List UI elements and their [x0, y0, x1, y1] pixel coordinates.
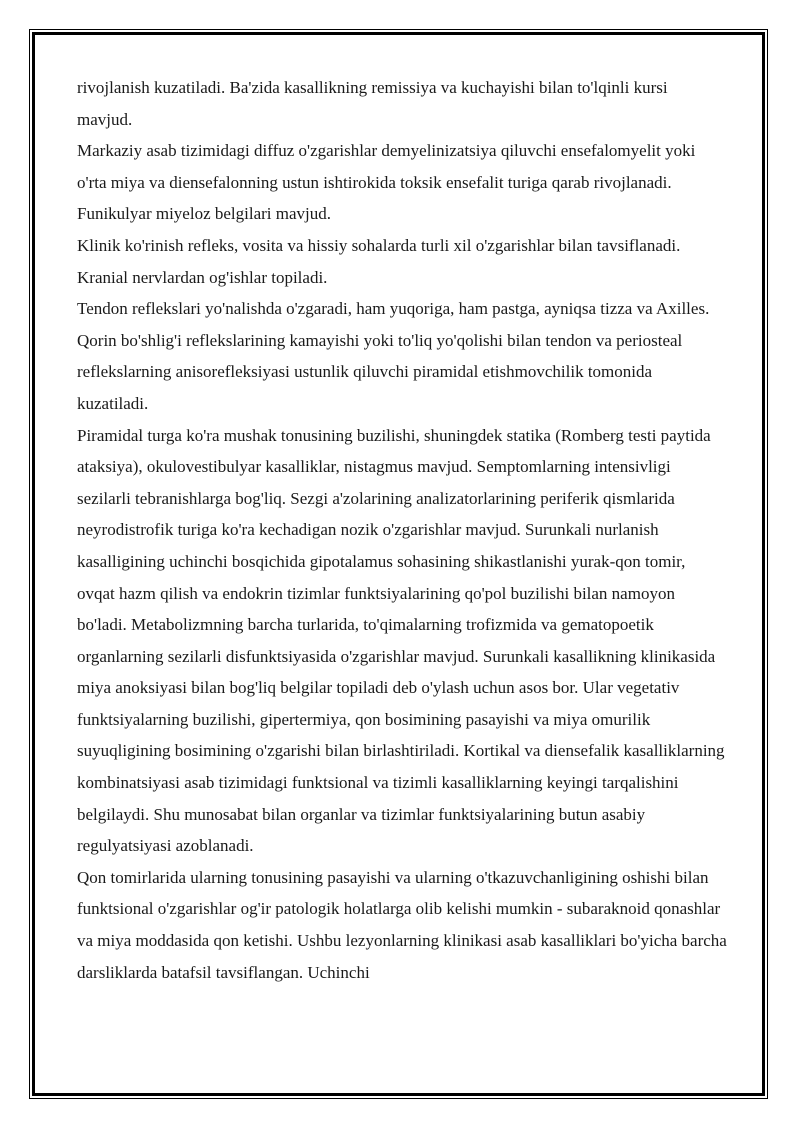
paragraph: rivojlanish kuzatiladi. Ba'zida kasallikning remissiya va kuchayishi bilan to'lqinli kursi mavjud. — [77, 78, 668, 129]
paragraph: Piramidal turga ko'ra mushak tonusining buzilishi, shuningdek statika (Romberg testi paytida ataksiya), okulovestibulyar kasalliklar, nistagmus mavjud. Semptomlarning intensivligi sezilarli tebranishlarga bog'liq. Sezgi a'zolarining analizatorlarining periferik qismlarida neyrodistrofik turiga ko'ra kechadigan nozik o'zgarishlar mavjud. Surunkali nurlanish kasalligining uchinchi bosqichida gipotalamus sohasining shikastlanishi yurak-qon tomir, ovqat hazm qilish va endokrin tizimlar funktsiyalarining qo'pol buzilishi bilan namoyon bo'ladi. Metabolizmning barcha turlarida, to'qimalarning trofizmida va gematopoetik organlarning sezilarli disfunktsiyasida o'zgarishlar mavjud. Surunkali kasallikning klinikasida miya anoksiyasi bilan bog'liq belgilar topiladi deb o'ylash uchun asos bor. Ular vegetativ funktsiyalarning buzilishi, gipertermiya, qon bosimining pasayishi va miya omurilik suyuqligining bosimining o'zgarishi bilan birlashtiriladi. Kortikal va diensefalik kasalliklarning kombinatsiyasi asab tizimidagi funktsional va tizimli kasalliklarning keyingi tarqalishini belgilaydi. Shu munosabat bilan organlar va tizimlar funktsiyalarining butun asabiy regulyatsiyasi azoblanadi. — [77, 425, 725, 856]
paragraph: Tendon reflekslari yo'nalishda o'zgaradi, ham yuqoriga, ham pastga, ayniqsa tizza va Axilles. Qorin bo'shlig'i reflekslarining kamayishi yoki to'liq yo'qolishi bilan tendon va periosteal reflekslarning anisorefleksiyasi ustunlik qiluvchi piramidal etishmovchilik tomonida kuzatiladi. — [77, 299, 710, 413]
paragraph: Qon tomirlarida ularning tonusining pasayishi va ularning o'tkazuvchanligining oshishi bilan funktsional o'zgarishlar og'ir patologik holatlarga olib kelishi mumkin - subaraknoid qonashlar va miya moddasida qon ketishi. Ushbu lezyonlarning klinikasi asab kasalliklari bo'yicha barcha darsliklarda batafsil tavsiflangan. Uchinchi — [77, 867, 727, 982]
document-body — [77, 72, 727, 988]
paragraph: Markaziy asab tizimidagi diffuz o'zgarishlar demyelinizatsiya qiluvchi ensefalomyelit yoki o'rta miya va diensefalonning ustun ishtirokida toksik ensefalit turiga qarab rivojlanadi. Funikulyar miyeloz belgilari mavjud. — [77, 141, 696, 224]
paragraph: Klinik ko'rinish refleks, vosita va hissiy sohalarda turli xil o'zgarishlar bilan tavsiflanadi. Kranial nervlardan og'ishlar topiladi. — [77, 235, 681, 287]
